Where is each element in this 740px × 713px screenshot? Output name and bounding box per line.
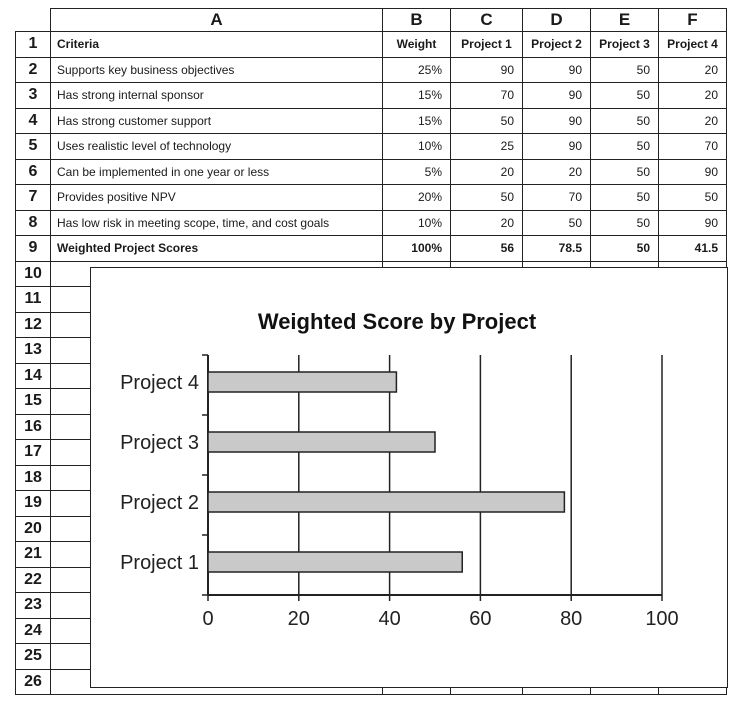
cell-criteria[interactable]: Uses realistic level of technology (51, 134, 383, 160)
row-header[interactable]: 12 (16, 312, 51, 338)
category-label: Project 2 (120, 492, 199, 514)
row-header[interactable]: 23 (16, 593, 51, 619)
cell-score[interactable]: 25 (451, 134, 523, 160)
x-tick-label: 0 (202, 608, 214, 630)
cell-criteria[interactable]: Has strong internal sponsor (51, 83, 383, 109)
cell-score[interactable]: 90 (659, 210, 727, 236)
sheet-row-4 (16, 108, 727, 134)
cell-score[interactable]: 20 (659, 108, 727, 134)
row-header[interactable]: 7 (16, 185, 51, 211)
sheet-row-5 (16, 134, 727, 160)
category-label: Project 1 (120, 552, 199, 574)
sheet-row-1 (16, 32, 727, 58)
row-header[interactable]: 15 (16, 389, 51, 415)
cell-totals-label[interactable]: Weighted Project Scores (51, 236, 383, 262)
cell-score[interactable]: 90 (523, 57, 591, 83)
cell-weighted-score[interactable]: 78.5 (523, 236, 591, 262)
chart-title: Weighted Score by Project (257, 309, 537, 334)
x-tick-label: 80 (560, 608, 583, 630)
row-header[interactable]: 24 (16, 618, 51, 644)
bar-project-1 (208, 552, 462, 572)
cell-score[interactable]: 50 (591, 57, 659, 83)
cell-score[interactable]: 20 (659, 57, 727, 83)
cell-criteria[interactable]: Provides positive NPV (51, 185, 383, 211)
column-header-d[interactable]: D (523, 9, 591, 32)
column-header-c[interactable]: C (451, 9, 523, 32)
row-header[interactable]: 2 (16, 57, 51, 83)
row-header[interactable]: 10 (16, 261, 51, 287)
cell-project-header[interactable]: Project 1 (451, 32, 523, 58)
cell-project-header[interactable]: Project 2 (523, 32, 591, 58)
cell-weight[interactable]: 10% (383, 134, 451, 160)
sheet-row-8 (16, 210, 727, 236)
cell-weight[interactable]: 10% (383, 210, 451, 236)
cell-score[interactable]: 90 (523, 108, 591, 134)
column-header-f[interactable]: F (659, 9, 727, 32)
row-header[interactable]: 3 (16, 83, 51, 109)
bar-chart[interactable] (90, 267, 728, 688)
cell-score[interactable]: 90 (523, 83, 591, 109)
row-header[interactable]: 11 (16, 287, 51, 313)
sheet-row-2 (16, 57, 727, 83)
cell-score[interactable]: 50 (451, 108, 523, 134)
x-tick-label: 40 (378, 608, 401, 630)
cell-weight[interactable]: 25% (383, 57, 451, 83)
cell-weighted-score[interactable]: 41.5 (659, 236, 727, 262)
cell-weight[interactable]: 15% (383, 108, 451, 134)
cell-totals-weight[interactable]: 100% (383, 236, 451, 262)
cell-score[interactable]: 50 (591, 210, 659, 236)
cell-score[interactable]: 50 (451, 185, 523, 211)
cell-score[interactable]: 50 (591, 159, 659, 185)
cell-score[interactable]: 50 (591, 185, 659, 211)
cell-weight[interactable]: 5% (383, 159, 451, 185)
cell-score[interactable]: 70 (523, 185, 591, 211)
cell-criteria[interactable]: Can be implemented in one year or less (51, 159, 383, 185)
select-all-corner[interactable] (16, 9, 51, 32)
row-header[interactable]: 26 (16, 669, 51, 695)
row-header[interactable]: 9 (16, 236, 51, 262)
cell-criteria[interactable]: Has low risk in meeting scope, time, and cost goals (51, 210, 383, 236)
sheet-row-9 (16, 236, 727, 262)
column-header-row (16, 9, 727, 32)
row-header[interactable]: 14 (16, 363, 51, 389)
sheet-row-6 (16, 159, 727, 185)
row-header[interactable]: 19 (16, 491, 51, 517)
cell-score[interactable]: 90 (659, 159, 727, 185)
cell-score[interactable]: 50 (659, 185, 727, 211)
cell-score[interactable]: 90 (523, 134, 591, 160)
category-label: Project 4 (120, 372, 199, 394)
column-header-b[interactable]: B (383, 9, 451, 32)
row-header[interactable]: 5 (16, 134, 51, 160)
cell-criteria[interactable]: Supports key business objectives (51, 57, 383, 83)
cell-score[interactable]: 20 (451, 159, 523, 185)
row-header[interactable]: 1 (16, 32, 51, 58)
cell-a1[interactable]: Criteria (51, 32, 383, 58)
x-tick-label: 20 (287, 608, 310, 630)
cell-score[interactable]: 90 (451, 57, 523, 83)
cell-score[interactable]: 20 (523, 159, 591, 185)
bar-project-3 (208, 432, 435, 452)
row-header[interactable]: 20 (16, 516, 51, 542)
row-header[interactable]: 25 (16, 644, 51, 670)
cell-weight[interactable]: 15% (383, 83, 451, 109)
cell-score[interactable]: 50 (523, 210, 591, 236)
cell-score[interactable]: 50 (591, 108, 659, 134)
cell-score[interactable]: 50 (591, 83, 659, 109)
cell-project-header[interactable]: Project 3 (591, 32, 659, 58)
row-header[interactable]: 22 (16, 567, 51, 593)
x-tick-label: 60 (469, 608, 492, 630)
cell-score[interactable]: 70 (451, 83, 523, 109)
cell-weighted-score[interactable]: 50 (591, 236, 659, 262)
category-label: Project 3 (120, 432, 199, 454)
cell-project-header[interactable]: Project 4 (659, 32, 727, 58)
row-header[interactable]: 17 (16, 440, 51, 466)
cell-weight[interactable]: 20% (383, 185, 451, 211)
cell-b1[interactable]: Weight (383, 32, 451, 58)
cell-criteria[interactable]: Has strong customer support (51, 108, 383, 134)
row-header[interactable]: 8 (16, 210, 51, 236)
row-header[interactable]: 4 (16, 108, 51, 134)
bar-project-4 (208, 372, 396, 392)
cell-score[interactable]: 50 (591, 134, 659, 160)
x-tick-label: 100 (645, 608, 679, 630)
cell-score[interactable]: 20 (451, 210, 523, 236)
row-header[interactable]: 21 (16, 542, 51, 568)
cell-score[interactable]: 70 (659, 134, 727, 160)
cell-score[interactable]: 20 (659, 83, 727, 109)
sheet-row-3 (16, 83, 727, 109)
column-header-e[interactable]: E (591, 9, 659, 32)
row-header[interactable]: 6 (16, 159, 51, 185)
row-header[interactable]: 16 (16, 414, 51, 440)
bar-project-2 (208, 492, 564, 512)
row-header[interactable]: 13 (16, 338, 51, 364)
cell-weighted-score[interactable]: 56 (451, 236, 523, 262)
sheet-row-7 (16, 185, 727, 211)
row-header[interactable]: 18 (16, 465, 51, 491)
chart-canvas (91, 268, 727, 687)
column-header-a[interactable]: A (51, 9, 383, 32)
